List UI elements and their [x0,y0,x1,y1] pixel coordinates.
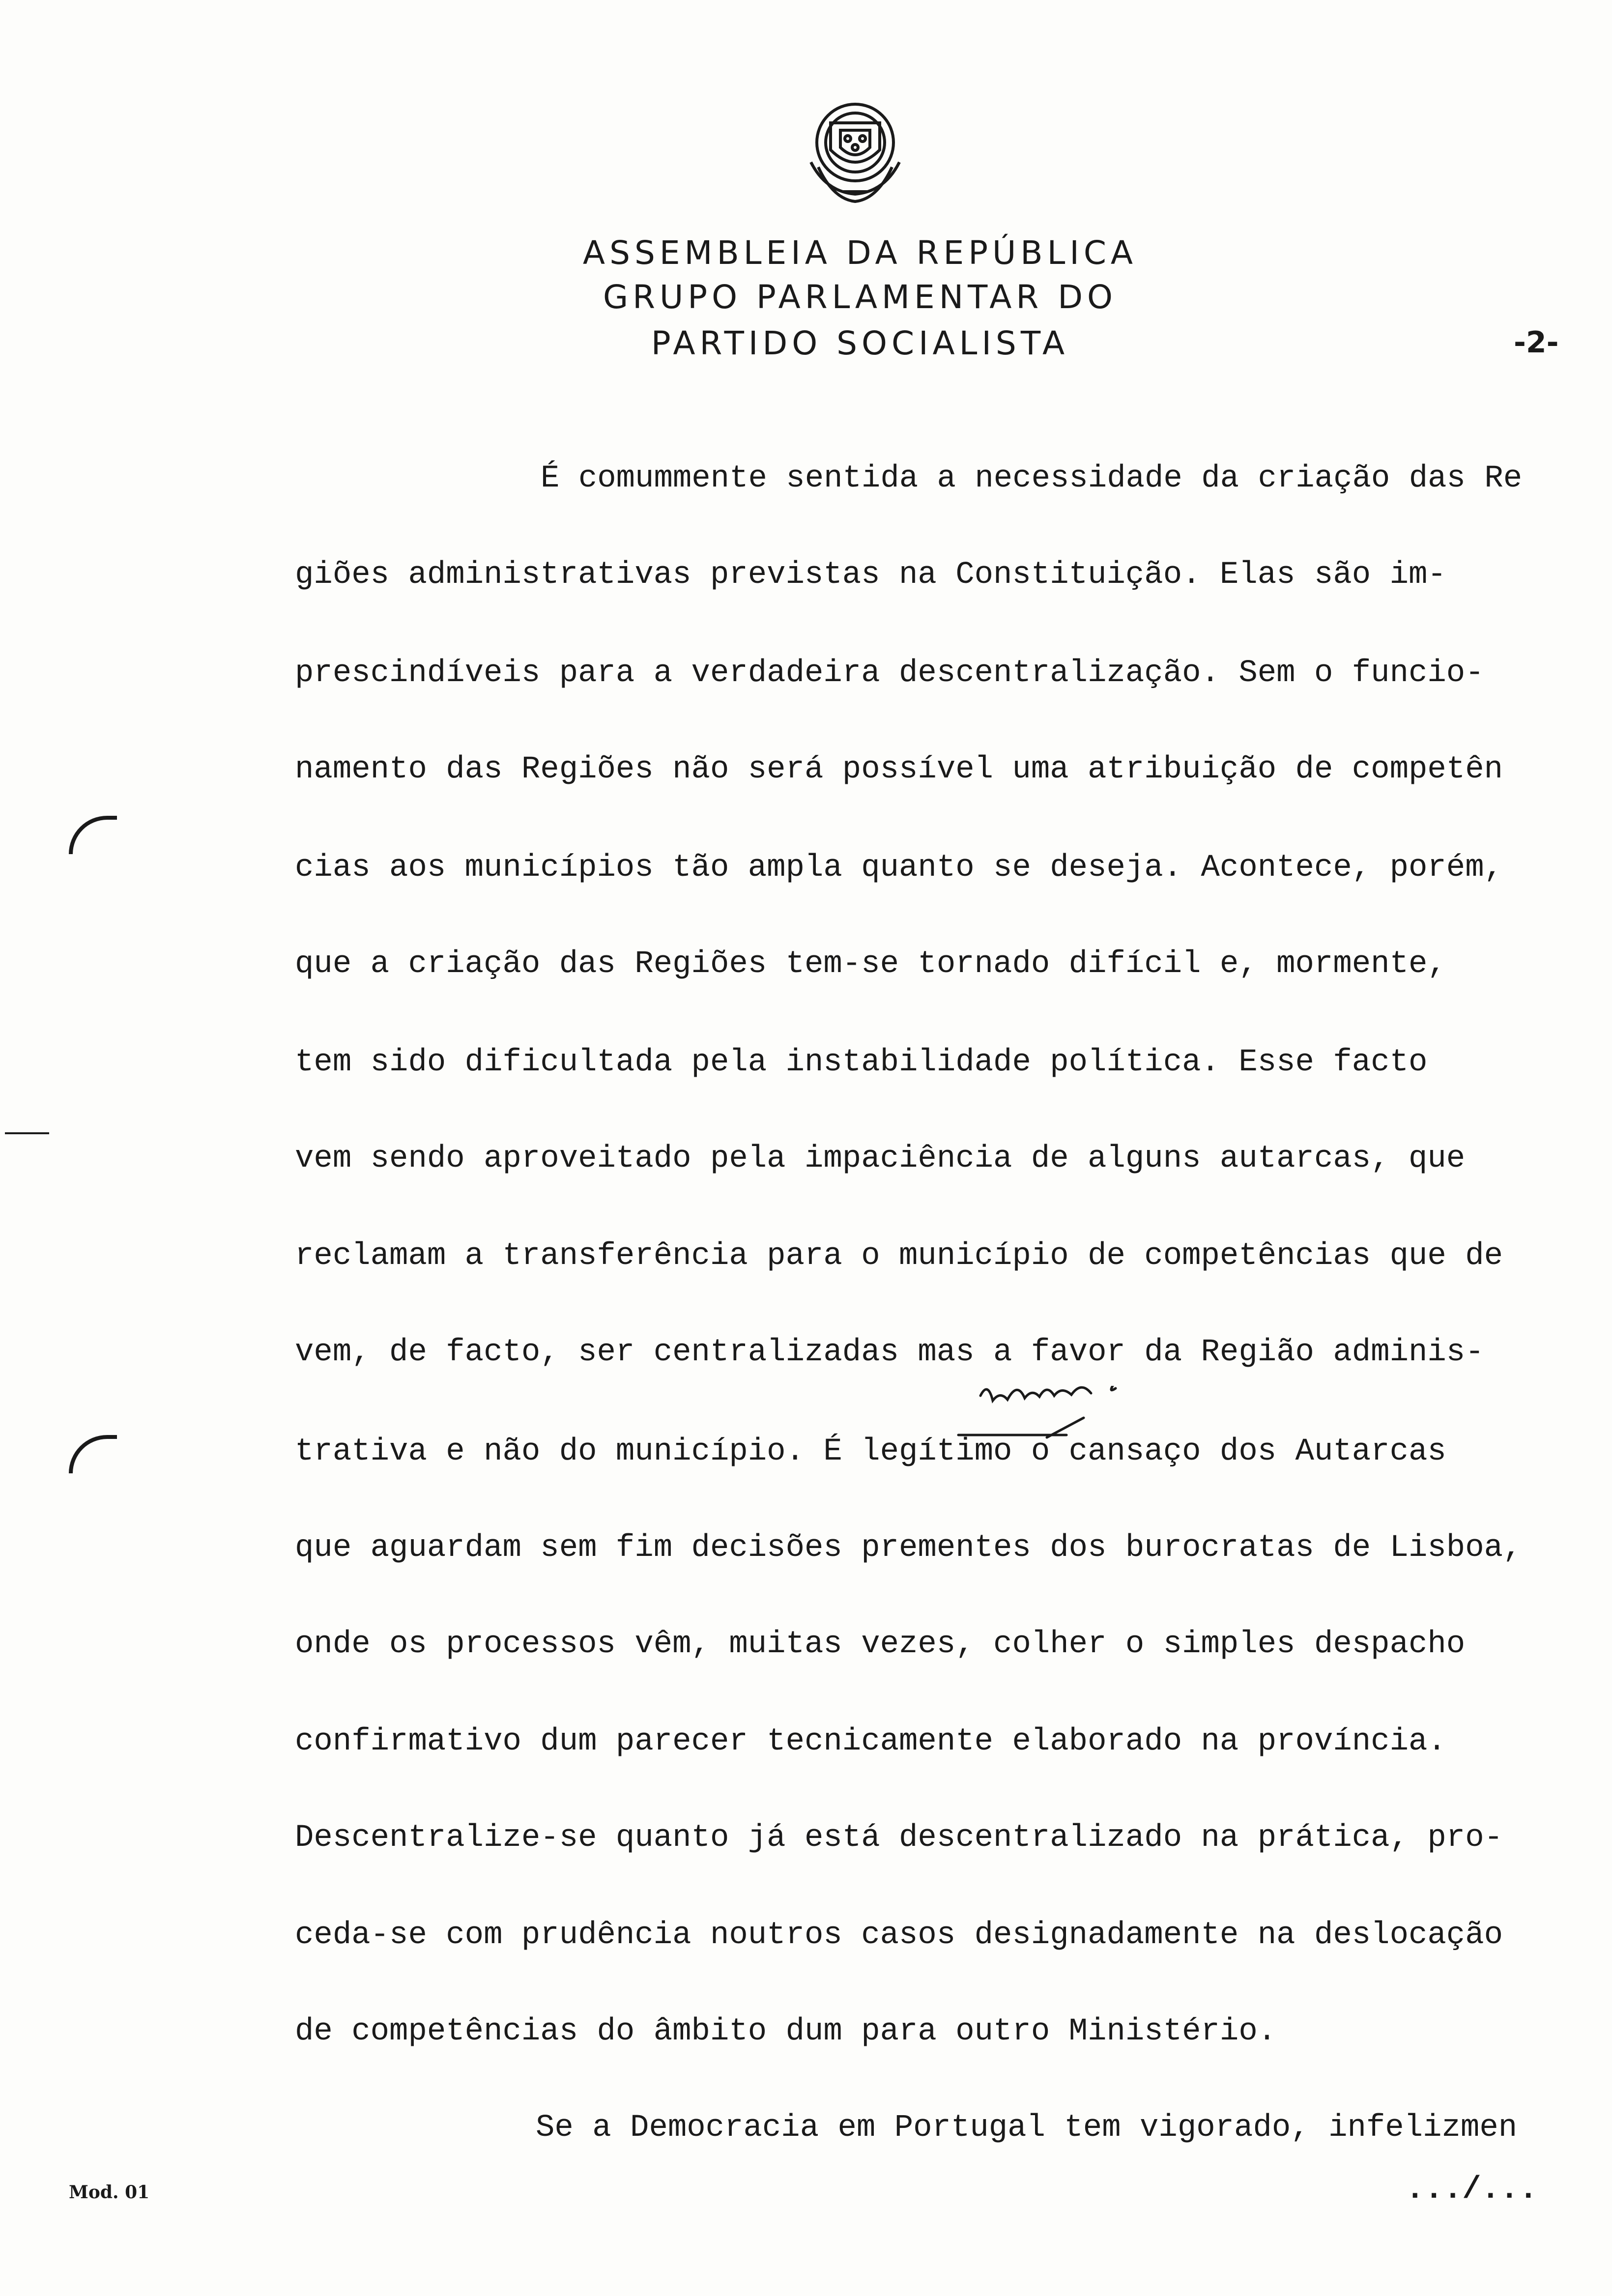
body-line: que a criação das Regiões tem-se tornado difícil e, mormente, [295,947,1446,982]
body-line: prescindíveis para a verdadeira descentralização. Sem o funcio- [295,656,1484,691]
body-line: vem sendo aproveitado pela impaciência de alguns autarcas, que [295,1141,1466,1177]
handwritten-annotation [914,1386,1268,1464]
body-line: reclamam a transferência para o município de competências que de [295,1238,1503,1274]
coat-of-arms-emblem [796,93,914,206]
body-line: Descentralize-se quanto já está descentralizado na prática, pro- [295,1820,1503,1856]
page-number: -2- [1514,325,1559,360]
margin-mark [69,816,117,854]
body-line: que aguardam sem fim decisões prementes dos burocratas de Lisboa, [295,1530,1522,1566]
header-institution: ASSEMBLEIA DA REPÚBLICA [582,234,1138,272]
body-line: ceda-se com prudência noutros casos designadamente na deslocação [295,1918,1503,1953]
body-line: trativa e não do município. É legítimo o cansaço dos Autarcas [295,1434,1446,1469]
body-line: É comummente sentida a necessidade da criação das Re [541,461,1523,496]
margin-tick [5,1132,49,1134]
body-line: giões administrativas previstas na Constituição. Elas são im- [295,557,1446,593]
body-line: confirmativo dum parecer tecnicamente elaborado na província. [295,1724,1446,1759]
body-line: Se a Democracia em Portugal tem vigorado, infelizmen [536,2110,1518,2146]
body-line: vem, de facto, ser centralizadas mas a favor da Região adminis- [295,1335,1484,1370]
body-line: onde os processos vêm, muitas vezes, colher o simples despacho [295,1627,1466,1662]
header-party: PARTIDO SOCIALISTA [651,324,1069,362]
header-group: GRUPO PARLAMENTAR DO [603,278,1118,316]
margin-mark [69,1435,117,1473]
body-line: tem sido dificultada pela instabilidade política. Esse facto [295,1045,1428,1080]
continuation-mark: .../... [1406,2172,1538,2208]
body-line: de competências do âmbito dum para outro Ministério. [295,2014,1277,2049]
body-line: cias aos municípios tão ampla quanto se deseja. Acontece, porém, [295,850,1503,886]
body-line: namento das Regiões não será possível uma atribuição de competên [295,752,1503,787]
form-code: Mod. 01 [69,2182,150,2203]
